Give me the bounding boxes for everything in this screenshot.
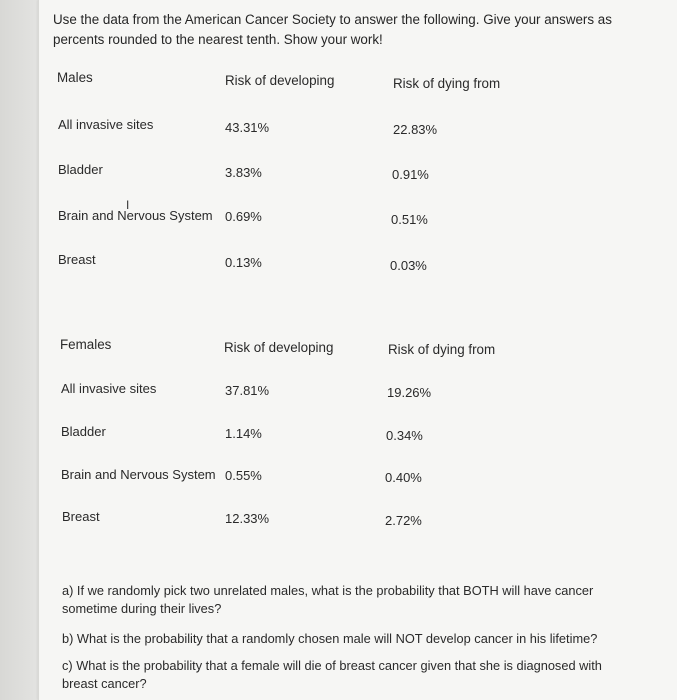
males-dying-header: Risk of dying from: [393, 76, 501, 91]
males-developing-cell: 43.31%: [225, 120, 270, 135]
males-developing-header: Risk of developing: [225, 73, 335, 88]
females-developing-header: Risk of developing: [224, 340, 334, 355]
text-cursor-icon: I: [126, 198, 130, 212]
males-developing-cell: 0.69%: [225, 209, 262, 224]
males-site-cell: Brain and Nervous System: [58, 208, 213, 223]
males-dying-cell: 0.91%: [392, 167, 429, 182]
question-b: b) What is the probability that a randomly chosen male will NOT develop cancer in his lifetime?: [62, 631, 598, 646]
instructions-text: Use the data from the American Cancer Society to answer the following. Give your answers as percents rounded to the nearest tenth. Show your work!: [53, 12, 612, 47]
page-edge-shadow: [0, 0, 38, 700]
females-dying-cell: 19.26%: [387, 385, 432, 400]
question-a: a) If we randomly pick two unrelated males, what is the probability that BOTH will have cancer sometime during their lives?: [62, 583, 594, 616]
females-site-cell: Bladder: [61, 424, 106, 439]
females-site-cell: Breast: [62, 509, 100, 524]
females-developing-cell: 0.55%: [225, 468, 262, 483]
males-site-cell: All invasive sites: [58, 117, 154, 132]
males-developing-cell: 3.83%: [225, 165, 262, 180]
females-developing-cell: 12.33%: [225, 511, 270, 526]
males-dying-cell: 0.03%: [390, 258, 427, 273]
females-developing-cell: 37.81%: [225, 383, 270, 398]
males-developing-cell: 0.13%: [225, 255, 262, 270]
males-group-header: Males: [57, 70, 93, 85]
males-dying-cell: 0.51%: [391, 212, 428, 227]
females-developing-cell: 1.14%: [225, 426, 262, 441]
males-dying-cell: 22.83%: [393, 122, 438, 137]
females-dying-cell: 2.72%: [385, 513, 422, 528]
females-dying-cell: 0.40%: [385, 470, 422, 485]
females-group-header: Females: [60, 337, 112, 352]
males-site-cell: Bladder: [58, 162, 103, 177]
males-site-cell: Breast: [58, 252, 96, 267]
females-dying-cell: 0.34%: [386, 428, 423, 443]
question-c: c) What is the probability that a female will die of breast cancer given that she is diagnosed with breast cancer?: [62, 658, 602, 691]
females-site-cell: Brain and Nervous System: [61, 467, 216, 482]
females-site-cell: All invasive sites: [61, 381, 157, 396]
females-dying-header: Risk of dying from: [388, 342, 496, 357]
